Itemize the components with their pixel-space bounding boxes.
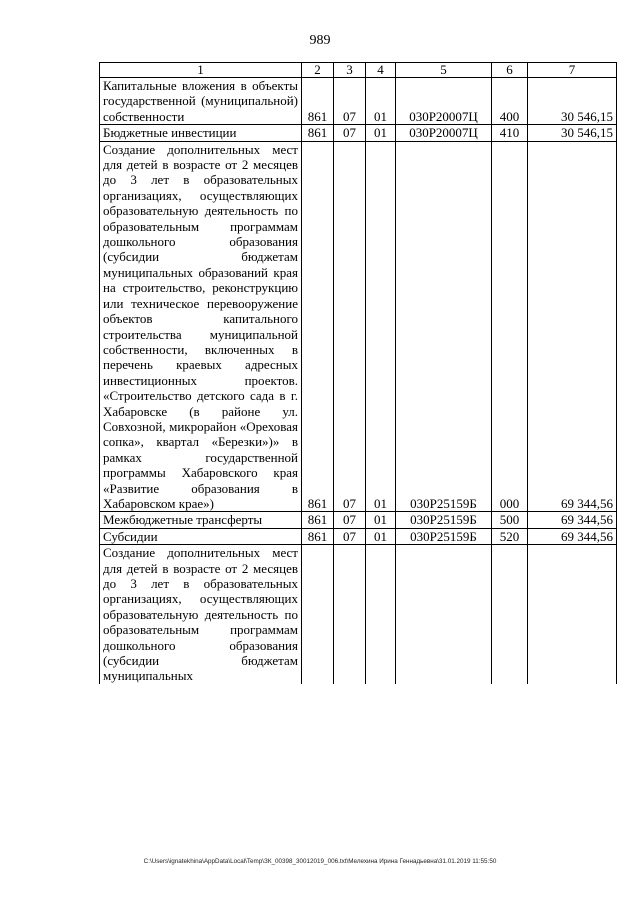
row-amount xyxy=(528,545,617,684)
row-section: 07 xyxy=(334,125,366,141)
row-subsection: 01 xyxy=(366,512,396,528)
row-grbs: 861 xyxy=(302,141,334,512)
table-row-continued xyxy=(100,545,617,684)
row-section: 07 xyxy=(334,512,366,528)
row-subsection: 01 xyxy=(366,141,396,512)
row-expense-type: 400 xyxy=(492,78,528,125)
row-name: Капитальные вложения в объекты государственной (муниципальной) собственности xyxy=(100,78,302,125)
row-grbs: 861 xyxy=(302,528,334,544)
table-row xyxy=(100,512,617,528)
row-section: 07 xyxy=(334,528,366,544)
row-amount: 30 546,15 xyxy=(528,78,617,125)
row-name: Межбюджетные трансферты xyxy=(100,512,302,528)
column-header: 1 xyxy=(100,63,302,78)
row-grbs: 861 xyxy=(302,78,334,125)
row-target-article xyxy=(396,545,492,684)
row-name: Бюджетные инвестиции xyxy=(100,125,302,141)
column-header: 6 xyxy=(492,63,528,78)
row-amount: 30 546,15 xyxy=(528,125,617,141)
column-header: 5 xyxy=(396,63,492,78)
row-name: Создание дополнительных мест для детей в возрасте от 2 месяцев до 3 лет в образовательных организациях, осуществляющих образовательную деятельность по образовательным программам дошкольного образования (субсидии бюджетам муниципальных xyxy=(100,545,302,684)
table-row xyxy=(100,528,617,544)
row-amount: 69 344,56 xyxy=(528,528,617,544)
row-target-article: 030Р25159Б xyxy=(396,528,492,544)
row-subsection: 01 xyxy=(366,78,396,125)
row-subsection: 01 xyxy=(366,125,396,141)
column-header: 3 xyxy=(334,63,366,78)
column-header: 7 xyxy=(528,63,617,78)
row-expense-type: 500 xyxy=(492,512,528,528)
row-section: 07 xyxy=(334,141,366,512)
row-expense-type xyxy=(492,545,528,684)
table-header-row xyxy=(100,63,617,78)
row-subsection: 01 xyxy=(366,528,396,544)
table-row xyxy=(100,141,617,512)
row-expense-type: 410 xyxy=(492,125,528,141)
row-target-article: 030Р20007Ц xyxy=(396,78,492,125)
table-row xyxy=(100,125,617,141)
document-footer-path: C:\Users\ignatekhina\AppData\Local\Temp\ЗК_00398_30012019_006.txt\Мелехина Ирина Геннадьевна\31.01.2019 11:55:50 xyxy=(143,858,497,865)
row-amount: 69 344,56 xyxy=(528,512,617,528)
page-number: 989 xyxy=(309,33,331,48)
row-target-article: 030Р25159Б xyxy=(396,141,492,512)
row-grbs: 861 xyxy=(302,125,334,141)
row-name: Создание дополнительных мест для детей в возрасте от 2 месяцев до 3 лет в образовательных организациях, осуществляющих образовательную деятельность по образовательным программам дошкольного образования (субсидии бюджетам муниципальных образований края на строительство, реконструкцию или техническое перевооружение объектов капитального строительства муниципальной собственности, включенных в перечень краевых адресных инвестиционных проектов. «Строительство детского сада в г. Хабаровске (в районе ул. Совхозной, микрорайон «Ореховая сопка», квартал «Березки»)» в рамках государственной программы Хабаровского края «Развитие образования в Хабаровском крае») xyxy=(100,141,302,512)
column-header: 4 xyxy=(366,63,396,78)
column-header: 2 xyxy=(302,63,334,78)
row-grbs xyxy=(302,545,334,684)
row-target-article: 030Р20007Ц xyxy=(396,125,492,141)
row-target-article: 030Р25159Б xyxy=(396,512,492,528)
row-subsection xyxy=(366,545,396,684)
row-amount: 69 344,56 xyxy=(528,141,617,512)
row-section: 07 xyxy=(334,78,366,125)
row-section xyxy=(334,545,366,684)
row-name: Субсидии xyxy=(100,528,302,544)
table-row xyxy=(100,78,617,125)
row-expense-type: 520 xyxy=(492,528,528,544)
budget-table xyxy=(99,62,617,684)
row-grbs: 861 xyxy=(302,512,334,528)
row-expense-type: 000 xyxy=(492,141,528,512)
